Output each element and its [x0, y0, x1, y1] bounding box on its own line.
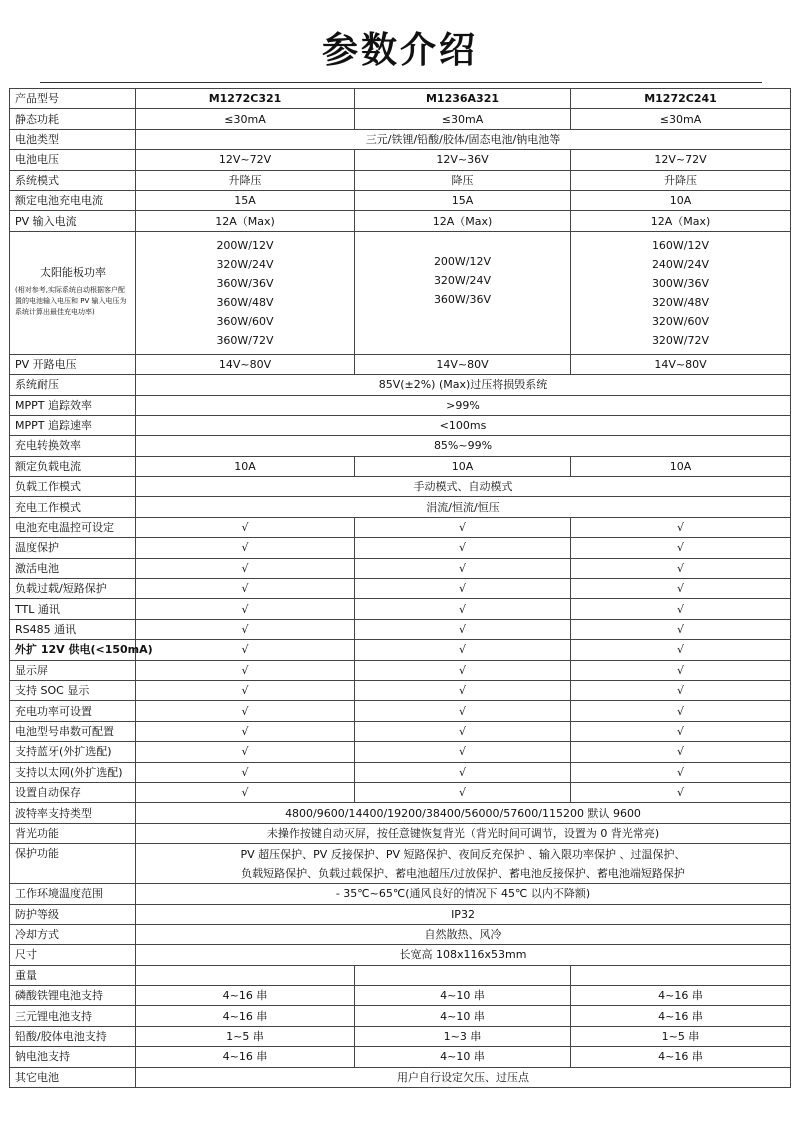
pv-input-current-label: PV 输入电流	[10, 211, 136, 231]
mppt-efficiency-value: >99%	[136, 395, 791, 415]
feature-label: 外扩 12V 供电(<150mA)	[10, 640, 136, 660]
charge-efficiency-row	[10, 436, 791, 456]
rated-charge-current-value-3: 10A	[571, 190, 791, 210]
mppt-speed-row	[10, 415, 791, 435]
charge-efficiency-label: 充电转换效率	[10, 436, 136, 456]
ternary-support-value-3: 4~16 串	[571, 1006, 791, 1026]
solar-power-value: 360W/48V	[216, 295, 274, 309]
feature-label: 电池型号串数可配置	[10, 721, 136, 741]
weight-value-3	[571, 965, 791, 985]
feature-check-3: √	[571, 742, 791, 762]
feature-row	[10, 517, 791, 537]
cooling-label: 冷却方式	[10, 924, 136, 944]
pv-open-voltage-row	[10, 354, 791, 374]
feature-check-2: √	[355, 742, 571, 762]
solar-power-value: 320W/24V	[433, 273, 492, 287]
feature-label: 负载过载/短路保护	[10, 579, 136, 599]
ip-rating-value: IP32	[136, 904, 791, 924]
feature-check-2: √	[355, 782, 571, 802]
rated-load-current-value-1: 10A	[136, 456, 355, 476]
feature-row	[10, 680, 791, 700]
solar-power-label: 太阳能板功率	[40, 266, 106, 280]
weight-value-2	[355, 965, 571, 985]
feature-row	[10, 579, 791, 599]
feature-check-1: √	[136, 680, 355, 700]
lead-acid-support-value-1: 1~5 串	[136, 1026, 355, 1046]
pv-open-voltage-value-2: 14V~80V	[355, 354, 571, 374]
feature-check-2: √	[355, 538, 571, 558]
static-power-value-3: ≤30mA	[571, 109, 791, 129]
feature-check-1: √	[136, 742, 355, 762]
feature-check-1: √	[136, 517, 355, 537]
pv-open-voltage-label: PV 开路电压	[10, 354, 136, 374]
feature-check-2: √	[355, 660, 571, 680]
feature-check-3: √	[571, 660, 791, 680]
lifepo4-support-label: 磷酸铁锂电池支持	[10, 986, 136, 1006]
baud-rate-row	[10, 803, 791, 823]
feature-check-1: √	[136, 782, 355, 802]
feature-check-2: √	[355, 599, 571, 619]
feature-row	[10, 782, 791, 802]
load-mode-label: 负载工作模式	[10, 477, 136, 497]
feature-label: 充电功率可设置	[10, 701, 136, 721]
static-power-value-1: ≤30mA	[136, 109, 355, 129]
solar-power-value: 320W/24V	[216, 257, 274, 271]
backlight-label: 背光功能	[10, 823, 136, 843]
feature-row	[10, 762, 791, 782]
feature-check-2: √	[355, 680, 571, 700]
operating-temp-label: 工作环境温度范围	[10, 884, 136, 904]
feature-row	[10, 742, 791, 762]
feature-label: RS485 通讯	[10, 619, 136, 639]
model-name-1: M1272C321	[136, 89, 355, 109]
ternary-support-value-2: 4~10 串	[355, 1006, 571, 1026]
charge-mode-label: 充电工作模式	[10, 497, 136, 517]
system-withstand-row	[10, 375, 791, 395]
feature-check-1: √	[136, 721, 355, 741]
sodium-support-row	[10, 1047, 791, 1067]
solar-power-column-1	[136, 231, 355, 354]
pv-open-voltage-value-3: 14V~80V	[571, 354, 791, 374]
baud-rate-value: 4800/9600/14400/19200/38400/56000/57600/115200 默认 9600	[136, 803, 791, 823]
pv-input-current-value-3: 12A（Max)	[571, 211, 791, 231]
sodium-support-value-1: 4~16 串	[136, 1047, 355, 1067]
feature-check-1: √	[136, 599, 355, 619]
sodium-support-value-3: 4~16 串	[571, 1047, 791, 1067]
feature-label: 支持蓝牙(外扩选配)	[10, 742, 136, 762]
solar-power-column-2	[355, 231, 571, 354]
feature-row	[10, 538, 791, 558]
solar-power-value: 160W/12V	[651, 238, 710, 252]
feature-check-3: √	[571, 517, 791, 537]
protection-value	[136, 844, 791, 884]
charge-mode-row	[10, 497, 791, 517]
ternary-support-label: 三元锂电池支持	[10, 1006, 136, 1026]
lifepo4-support-value-2: 4~10 串	[355, 986, 571, 1006]
feature-check-2: √	[355, 517, 571, 537]
feature-label: 显示屏	[10, 660, 136, 680]
baud-rate-label: 波特率支持类型	[10, 803, 136, 823]
static-power-label: 静态功耗	[10, 109, 136, 129]
ip-rating-label: 防护等级	[10, 904, 136, 924]
feature-check-1: √	[136, 660, 355, 680]
battery-voltage-value-2: 12V~36V	[355, 150, 571, 170]
solar-power-value: 360W/36V	[216, 276, 274, 290]
size-row	[10, 945, 791, 965]
rated-charge-current-row	[10, 190, 791, 210]
other-battery-label: 其它电池	[10, 1067, 136, 1087]
feature-label: 温度保护	[10, 538, 136, 558]
battery-type-row	[10, 129, 791, 149]
solar-power-value: 320W/60V	[651, 314, 710, 328]
lifepo4-support-value-3: 4~16 串	[571, 986, 791, 1006]
solar-power-value: 200W/12V	[216, 238, 274, 252]
lifepo4-support-value-1: 4~16 串	[136, 986, 355, 1006]
lead-acid-support-value-3: 1~5 串	[571, 1026, 791, 1046]
protection-label: 保护功能	[10, 844, 136, 884]
feature-check-1: √	[136, 538, 355, 558]
feature-check-1: √	[136, 701, 355, 721]
rated-load-current-label: 额定负载电流	[10, 456, 136, 476]
feature-row	[10, 721, 791, 741]
feature-check-3: √	[571, 762, 791, 782]
cooling-value: 自然散热、风冷	[136, 924, 791, 944]
mppt-speed-value: <100ms	[136, 415, 791, 435]
feature-check-1: √	[136, 762, 355, 782]
feature-check-2: √	[355, 721, 571, 741]
feature-check-2: √	[355, 762, 571, 782]
load-mode-value: 手动模式、自动模式	[136, 477, 791, 497]
system-mode-label: 系统模式	[10, 170, 136, 190]
operating-temp-row	[10, 884, 791, 904]
feature-label: 支持以太网(外扩选配)	[10, 762, 136, 782]
lead-acid-support-label: 铅酸/胶体电池支持	[10, 1026, 136, 1046]
feature-check-3: √	[571, 680, 791, 700]
page-title: 参数介绍	[321, 30, 478, 71]
charge-efficiency-value: 85%~99%	[136, 436, 791, 456]
charge-mode-value: 涓流/恒流/恒压	[136, 497, 791, 517]
feature-check-1: √	[136, 640, 355, 660]
rated-load-current-row	[10, 456, 791, 476]
mppt-efficiency-label: MPPT 追踪效率	[10, 395, 136, 415]
feature-check-2: √	[355, 579, 571, 599]
feature-check-3: √	[571, 579, 791, 599]
feature-label: 支持 SOC 显示	[10, 680, 136, 700]
rated-charge-current-label: 额定电池充电电流	[10, 190, 136, 210]
spec-table	[9, 88, 791, 1088]
solar-power-value: 240W/24V	[651, 257, 710, 271]
battery-voltage-value-3: 12V~72V	[571, 150, 791, 170]
lead-acid-support-value-2: 1~3 串	[355, 1026, 571, 1046]
static-power-row	[10, 109, 791, 129]
battery-type-label: 电池类型	[10, 129, 136, 149]
model-name-2: M1236A321	[355, 89, 571, 109]
header-label: 产品型号	[10, 89, 136, 109]
protection-line: 负载短路保护、负载过载保护、蓄电池超压/过放保护、蓄电池反接保护、蓄电池端短路保护	[241, 866, 685, 880]
system-mode-value-3: 升降压	[571, 170, 791, 190]
feature-check-3: √	[571, 782, 791, 802]
feature-label: 设置自动保存	[10, 782, 136, 802]
feature-label: TTL 通讯	[10, 599, 136, 619]
feature-row	[10, 619, 791, 639]
mppt-efficiency-row	[10, 395, 791, 415]
solar-power-value: 320W/72V	[651, 333, 710, 347]
feature-check-3: √	[571, 599, 791, 619]
pv-input-current-value-2: 12A（Max)	[355, 211, 571, 231]
feature-check-1: √	[136, 558, 355, 578]
system-mode-value-1: 升降压	[136, 170, 355, 190]
feature-check-1: √	[136, 579, 355, 599]
battery-voltage-value-1: 12V~72V	[136, 150, 355, 170]
pv-input-current-value-1: 12A（Max)	[136, 211, 355, 231]
weight-label: 重量	[10, 965, 136, 985]
size-label: 尺寸	[10, 945, 136, 965]
solar-power-value: 320W/48V	[651, 295, 710, 309]
other-battery-value: 用户自行设定欠压、过压点	[136, 1067, 791, 1087]
lifepo4-support-row	[10, 986, 791, 1006]
backlight-value: 未操作按键自动灭屏，按任意键恢复背光（背光时间可调节，设置为 0 背光常亮)	[136, 823, 791, 843]
backlight-row	[10, 823, 791, 843]
feature-check-3: √	[571, 619, 791, 639]
other-battery-row	[10, 1067, 791, 1087]
ternary-support-value-1: 4~16 串	[136, 1006, 355, 1026]
solar-power-value: 200W/12V	[433, 254, 492, 268]
system-withstand-value: 85V(±2%) (Max)过压将损毁系统	[136, 375, 791, 395]
ternary-support-row	[10, 1006, 791, 1026]
operating-temp-value: - 35℃~65℃(通风良好的情况下 45℃ 以内不降额)	[136, 884, 791, 904]
weight-value-1	[136, 965, 355, 985]
cooling-row	[10, 924, 791, 944]
feature-check-3: √	[571, 538, 791, 558]
solar-power-column-3	[571, 231, 791, 354]
sodium-support-label: 钠电池支持	[10, 1047, 136, 1067]
pv-open-voltage-value-1: 14V~80V	[136, 354, 355, 374]
solar-power-note: (相对参考,实际系统自动根据客户配置的电池输入电压和 PV 输入电压为系统计算出最佳充电功率)	[15, 286, 127, 317]
size-value: 长宽高 108x116x53mm	[136, 945, 791, 965]
ip-rating-row	[10, 904, 791, 924]
load-mode-row	[10, 477, 791, 497]
solar-power-value: 300W/36V	[651, 276, 710, 290]
feature-label: 电池充电温控可设定	[10, 517, 136, 537]
feature-row	[10, 558, 791, 578]
static-power-value-2: ≤30mA	[355, 109, 571, 129]
system-mode-row	[10, 170, 791, 190]
battery-voltage-label: 电池电压	[10, 150, 136, 170]
feature-check-3: √	[571, 640, 791, 660]
header-row	[10, 89, 791, 109]
feature-row	[10, 660, 791, 680]
solar-power-value: 360W/72V	[216, 333, 274, 347]
solar-power-value: 360W/60V	[216, 314, 274, 328]
model-name-3: M1272C241	[571, 89, 791, 109]
weight-row	[10, 965, 791, 985]
solar-power-value: 360W/36V	[433, 292, 492, 306]
feature-check-3: √	[571, 721, 791, 741]
mppt-speed-label: MPPT 追踪速率	[10, 415, 136, 435]
rated-load-current-value-2: 10A	[355, 456, 571, 476]
system-mode-value-2: 降压	[355, 170, 571, 190]
system-withstand-label: 系统耐压	[10, 375, 136, 395]
protection-line: PV 超压保护、PV 反接保护、PV 短路保护、夜间反充保护 、输入限功率保护 、过温保护、	[240, 847, 686, 861]
feature-check-2: √	[355, 640, 571, 660]
protection-row	[10, 844, 791, 884]
rated-charge-current-value-1: 15A	[136, 190, 355, 210]
rated-load-current-value-3: 10A	[571, 456, 791, 476]
feature-label: 激活电池	[10, 558, 136, 578]
pv-input-current-row	[10, 211, 791, 231]
feature-check-2: √	[355, 619, 571, 639]
feature-check-2: √	[355, 558, 571, 578]
feature-row	[10, 640, 791, 660]
feature-check-3: √	[571, 701, 791, 721]
lead-acid-support-row	[10, 1026, 791, 1046]
solar-power-row	[10, 231, 791, 354]
title-divider	[40, 82, 762, 83]
rated-charge-current-value-2: 15A	[355, 190, 571, 210]
feature-row	[10, 599, 791, 619]
feature-row	[10, 701, 791, 721]
solar-power-label-cell	[10, 231, 136, 354]
battery-voltage-row	[10, 150, 791, 170]
feature-check-1: √	[136, 619, 355, 639]
battery-type-value: 三元/铁锂/铅酸/胶体/固态电池/钠电池等	[136, 129, 791, 149]
feature-check-3: √	[571, 558, 791, 578]
sodium-support-value-2: 4~10 串	[355, 1047, 571, 1067]
feature-check-2: √	[355, 701, 571, 721]
